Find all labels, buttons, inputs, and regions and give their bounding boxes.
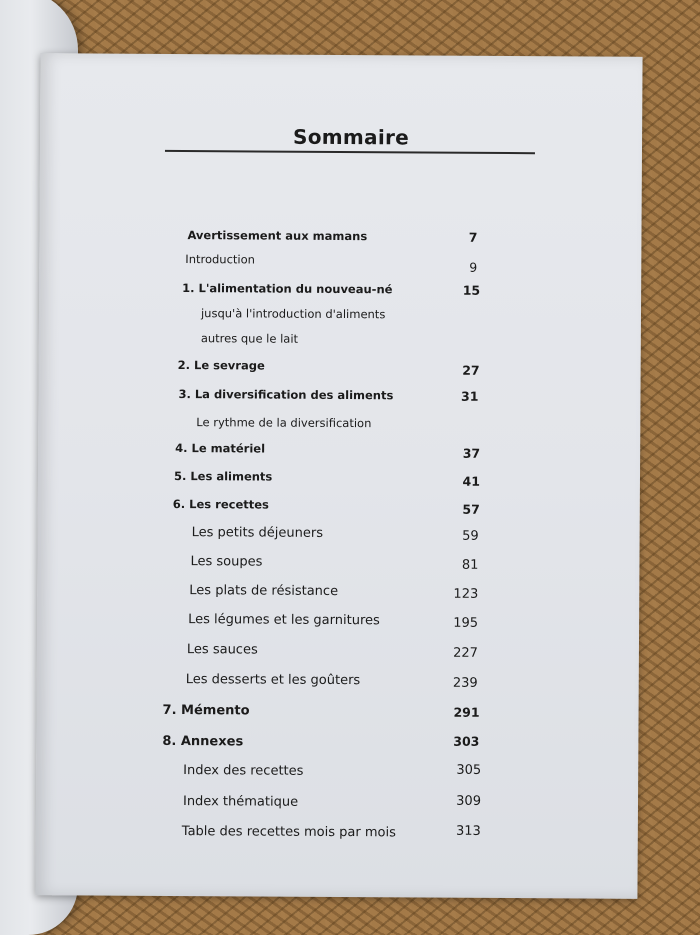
toc-entry bbox=[177, 358, 480, 378]
toc-entry bbox=[178, 387, 479, 404]
toc-entry-label: 4. Le matériel bbox=[175, 440, 266, 456]
toc-entry-page: 239 bbox=[452, 675, 478, 691]
toc-entry bbox=[185, 672, 478, 691]
toc-entry-page: 15 bbox=[462, 282, 481, 298]
toc-entry bbox=[196, 415, 486, 431]
toc-entry bbox=[181, 823, 522, 841]
toc-entry-label: Les petits déjeuners bbox=[191, 525, 324, 541]
toc-entry-label: Les légumes et les garnitures bbox=[188, 612, 380, 629]
toc-entry bbox=[187, 228, 478, 245]
toc-entry-page: 9 bbox=[469, 259, 478, 275]
toc-entry-page: 227 bbox=[453, 645, 478, 661]
table-of-contents bbox=[35, 53, 642, 899]
toc-entry-label: Les sauces bbox=[186, 642, 258, 658]
toc-entry bbox=[162, 702, 483, 720]
toc-entry bbox=[182, 793, 503, 810]
toc-entry-label: 2. Le sevrage bbox=[177, 358, 265, 373]
toc-entry bbox=[182, 281, 481, 298]
toc-entry-label: Avertissement aux mamans bbox=[187, 228, 368, 244]
toc-entry bbox=[183, 762, 503, 779]
toc-entry-label: 1. L'alimentation du nouveau-né bbox=[182, 281, 393, 297]
toc-entry bbox=[186, 642, 478, 661]
toc-entry-page: 59 bbox=[462, 528, 479, 544]
toc-entry-label: Table des recettes mois par mois bbox=[181, 824, 396, 841]
toc-entry bbox=[200, 331, 491, 346]
toc-entry-page: 305 bbox=[456, 762, 482, 778]
toc-entry-label: 8. Annexes bbox=[162, 733, 244, 750]
toc-entry-label: Index des recettes bbox=[183, 763, 304, 779]
toc-entry-page: 313 bbox=[455, 823, 481, 839]
page-title: Sommaire bbox=[292, 124, 410, 150]
toc-entry-label: Les soupes bbox=[190, 554, 263, 570]
toc-entry bbox=[172, 496, 480, 517]
toc-entry-page: 81 bbox=[461, 557, 479, 573]
toc-entry-page: 291 bbox=[453, 704, 480, 720]
toc-entry bbox=[162, 733, 482, 750]
toc-entry-label: 7. Mémento bbox=[162, 702, 250, 719]
toc-entry-label: 3. La diversification des aliments bbox=[178, 387, 394, 403]
toc-entry bbox=[175, 440, 481, 461]
toc-entry bbox=[200, 306, 491, 322]
book-page bbox=[35, 53, 642, 899]
toc-entry bbox=[189, 583, 479, 602]
toc-entry bbox=[190, 554, 481, 573]
toc-entry-label: Les desserts et les goûters bbox=[185, 672, 361, 689]
toc-entry-page: 27 bbox=[462, 362, 480, 378]
toc-entry-label: Les plats de résistance bbox=[189, 583, 339, 599]
toc-entry bbox=[191, 525, 482, 544]
toc-entry bbox=[188, 612, 479, 631]
toc-entry-page: 309 bbox=[456, 793, 482, 809]
toc-entry-page: 7 bbox=[468, 229, 478, 245]
toc-entry-page: 303 bbox=[453, 733, 480, 749]
toc-entry-page: 41 bbox=[462, 473, 481, 489]
toc-entry-label: autres que le lait bbox=[200, 331, 299, 346]
toc-entry bbox=[185, 252, 478, 275]
toc-entry-label: Le rythme de la diversification bbox=[196, 415, 372, 431]
toc-entry-page: 31 bbox=[461, 388, 479, 404]
toc-entry-page: 57 bbox=[462, 501, 480, 517]
toc-entry-page: 37 bbox=[462, 445, 481, 461]
toc-entry-label: Introduction bbox=[185, 252, 256, 267]
toc-entry-page: 123 bbox=[453, 586, 479, 602]
toc-entry-label: 6. Les recettes bbox=[172, 496, 269, 512]
toc-entry bbox=[173, 468, 481, 489]
toc-entry-page: 195 bbox=[453, 615, 479, 631]
toc-entry-label: jusqu'à l'introduction d'aliments bbox=[200, 306, 386, 322]
toc-entry-label: Index thématique bbox=[182, 794, 299, 810]
toc-entry-label: 5. Les aliments bbox=[173, 468, 273, 484]
